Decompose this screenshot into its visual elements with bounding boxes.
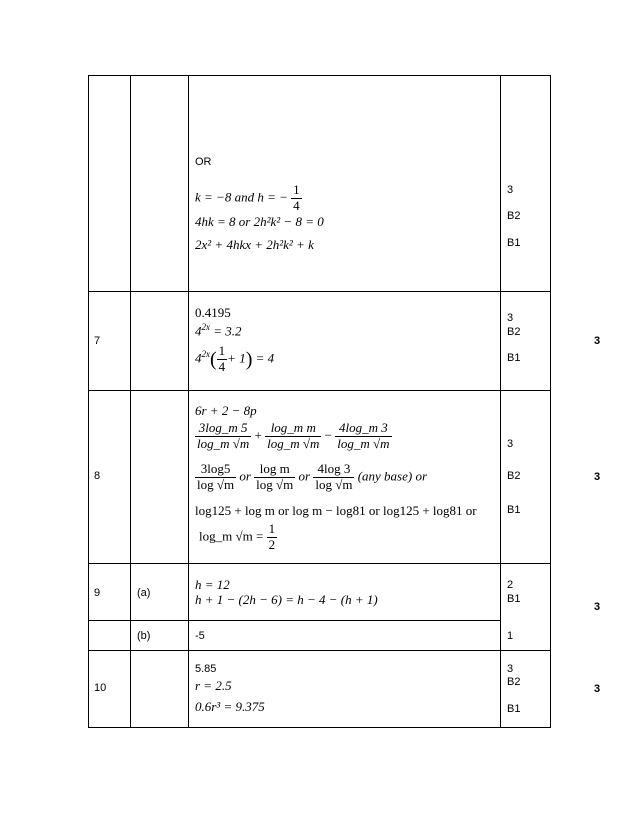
math-line: r = 2.5	[195, 678, 232, 693]
math-line: k = −8 and h = − $\frac{1}{4}$	[195, 182, 300, 213]
math-line: $\frac{3\log 5}{\log √m}$ or $\frac{\text{log m}}{\log √m}$ or $\frac{4\log 3}{\log √m}$ (any base) or	[197, 461, 428, 492]
mark: B1	[507, 593, 521, 605]
mark: 3	[507, 438, 514, 450]
mark: B2	[507, 676, 521, 688]
question-number: 10	[94, 682, 107, 694]
math-line: $\frac{3\log\_m 5}{\log\_m √m}$ + $\frac{\text{log\_m m}}{\log\_m √m}$ − $\frac{4\log\_m 3}{\log\_m √m}$	[197, 420, 390, 451]
mark: 2	[507, 579, 514, 591]
math-line: h = 12	[195, 577, 230, 592]
mark: 3	[507, 184, 514, 196]
mark: 3	[507, 312, 514, 324]
math-line: 4hk = 8 or 2h²k² − 8 = 0	[195, 214, 324, 229]
fraction: $\frac{1}{4}$	[293, 182, 300, 213]
answer: -5	[195, 630, 205, 642]
math-line: log125 + log m or log m − log81 or log125 + log81 or	[195, 503, 477, 518]
math-line: $4^{2x} = 3.2$	[195, 322, 242, 339]
math-line: 6r + 2 − 8p	[195, 403, 257, 418]
math-line: $4^{2x}$( $\frac{1}{4}$ + 1) = 4	[195, 343, 275, 374]
mark: B2	[507, 470, 521, 482]
answer: 5.85	[195, 663, 217, 675]
mark: B1	[507, 352, 521, 364]
math-line: 2x² + 4hkx + 2h²k² + k	[195, 237, 314, 252]
total-mark: 3	[594, 683, 601, 695]
part-label: (b)	[137, 630, 151, 642]
total-mark: 3	[594, 471, 601, 483]
question-number: 8	[94, 470, 101, 482]
mark: B1	[507, 237, 521, 249]
total-mark: 3	[594, 601, 601, 613]
mark: B1	[507, 504, 521, 516]
math-line: 0.4195	[195, 305, 231, 320]
or-label: OR	[195, 156, 212, 168]
mark: 3	[507, 663, 514, 675]
total-mark: 3	[594, 335, 601, 347]
mark: B1	[507, 703, 521, 715]
math-line: h + 1 − (2h − 6) = h − 4 − (h + 1)	[195, 592, 378, 607]
math-line: 0.6r³ = 9.375	[195, 699, 265, 714]
math-line: log_m √m = $\frac{1}{2}$	[199, 521, 276, 552]
mark: 1	[507, 630, 514, 642]
question-number: 7	[94, 335, 101, 347]
part-label: (a)	[137, 587, 151, 599]
mark: B2	[507, 210, 521, 222]
mark: B2	[507, 326, 521, 338]
question-number: 9	[94, 587, 101, 599]
